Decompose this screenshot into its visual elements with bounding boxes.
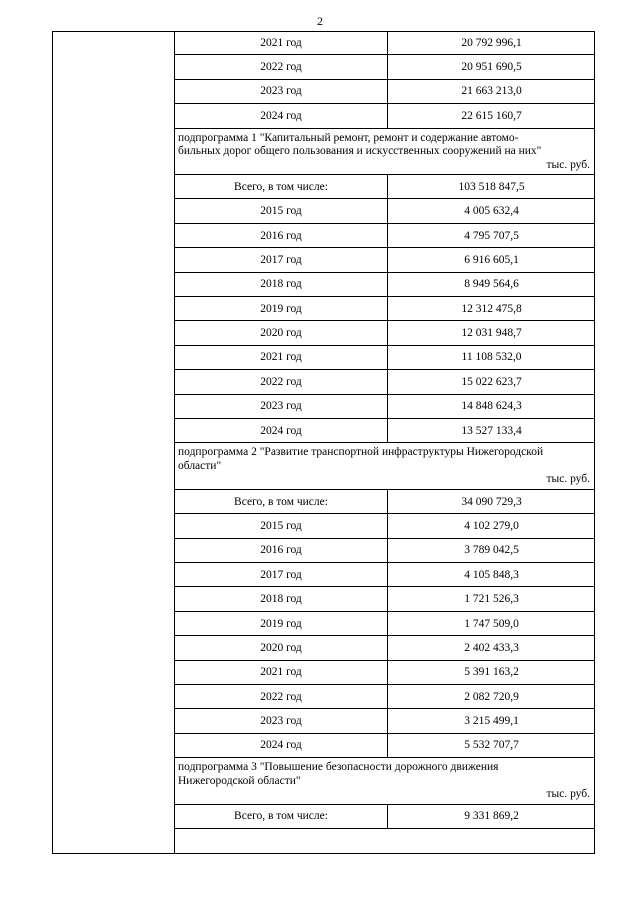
row-label: 2021 год (175, 346, 388, 369)
subprogram-title-line: области" (178, 459, 222, 472)
row-value: 22 615 160,7 (461, 109, 522, 122)
row-label: 2016 год (175, 224, 388, 247)
table-row (175, 224, 595, 248)
row-label: 2023 год (175, 709, 388, 732)
row-value: 20 951 690,5 (461, 61, 522, 74)
row-value: 11 108 532,0 (461, 351, 522, 364)
table-row (175, 104, 595, 128)
row-value: 4 105 848,3 (464, 568, 519, 581)
table-row (175, 31, 595, 55)
row-value: 21 663 213,0 (461, 85, 522, 98)
table-row (175, 514, 595, 538)
table-row (175, 734, 595, 758)
row-label: 2018 год (175, 273, 388, 296)
row-value: 2 402 433,3 (464, 641, 519, 654)
subprogram-title-line: Нижегородской области" (178, 774, 301, 787)
table-row (175, 395, 595, 419)
row-label: 2021 год (175, 661, 388, 684)
subprogram-title-line: подпрограмма 2 "Развитие транспортной инфраструктуры Нижегородской (178, 446, 544, 459)
row-value: 20 792 996,1 (461, 36, 522, 49)
table-row (175, 370, 595, 394)
row-value: 6 916 605,1 (464, 253, 519, 266)
unit-label: тыс. руб. (546, 788, 590, 801)
row-label: 2020 год (175, 321, 388, 344)
row-value: 14 848 624,3 (461, 400, 522, 413)
subprogram-title-line: подпрограмма 3 "Повышение безопасности дорожного движения (178, 761, 499, 774)
row-value: 4 102 279,0 (464, 519, 519, 532)
row-label: Всего, в том числе: (175, 490, 388, 513)
table-row (175, 661, 595, 685)
row-value: 34 090 729,3 (461, 495, 522, 508)
row-label: Всего, в том числе: (175, 175, 388, 198)
page-number: 2 (317, 14, 323, 28)
row-value: 1 747 509,0 (464, 617, 519, 630)
table-row (175, 563, 595, 587)
table-row (175, 419, 595, 443)
table-row (175, 55, 595, 79)
unit-label: тыс. руб. (546, 473, 590, 486)
row-label: 2015 год (175, 514, 388, 537)
row-value: 5 532 707,7 (464, 739, 519, 752)
table-row (175, 321, 595, 345)
row-value: 5 391 163,2 (464, 666, 519, 679)
subprogram-heading (175, 758, 595, 805)
row-label: 2022 год (175, 55, 388, 78)
table-left-column (52, 31, 175, 854)
row-label: 2018 год (175, 587, 388, 610)
row-value: 12 312 475,8 (461, 302, 522, 315)
table-content (175, 31, 595, 829)
row-value: 4 795 707,5 (464, 229, 519, 242)
row-value: 2 082 720,9 (464, 690, 519, 703)
table-row (175, 685, 595, 709)
row-value: 103 518 847,5 (458, 180, 525, 193)
table-row (175, 80, 595, 104)
table-row (175, 636, 595, 660)
row-label: 2019 год (175, 612, 388, 635)
row-value: 15 022 623,7 (461, 375, 522, 388)
row-label: 2016 год (175, 539, 388, 562)
row-label: 2019 год (175, 297, 388, 320)
row-label: 2024 год (175, 419, 388, 442)
row-value: 3 789 042,5 (464, 544, 519, 557)
row-value: 1 721 526,3 (464, 593, 519, 606)
row-label: 2022 год (175, 370, 388, 393)
unit-label: тыс. руб. (546, 158, 590, 171)
row-value: 3 215 499,1 (464, 715, 519, 728)
table-row (175, 175, 595, 199)
table-row (175, 539, 595, 563)
table-row (175, 297, 595, 321)
table-row (175, 346, 595, 370)
row-label: 2024 год (175, 734, 388, 757)
row-label: 2017 год (175, 563, 388, 586)
row-value: 9 331 869,2 (464, 810, 519, 823)
subprogram-heading (175, 129, 595, 176)
table-row (175, 248, 595, 272)
subprogram-heading (175, 443, 595, 490)
row-value: 12 031 948,7 (461, 327, 522, 340)
table-row (175, 490, 595, 514)
row-label: 2022 год (175, 685, 388, 708)
row-label: 2020 год (175, 636, 388, 659)
subprogram-title-line: подпрограмма 1 "Капитальный ремонт, ремонт и содержание автомо- (178, 131, 519, 144)
row-label: 2023 год (175, 395, 388, 418)
table-row (175, 587, 595, 611)
subprogram-title-line: бильных дорог общего пользования и искусственных сооружений на них" (178, 145, 542, 158)
row-label: 2023 год (175, 80, 388, 103)
table-row (175, 199, 595, 223)
row-label: 2015 год (175, 199, 388, 222)
row-label: 2017 год (175, 248, 388, 271)
row-value: 4 005 632,4 (464, 205, 519, 218)
row-value: 13 527 133,4 (461, 424, 522, 437)
table-row (175, 709, 595, 733)
row-label: 2021 год (175, 31, 388, 54)
row-label: Всего, в том числе: (175, 805, 388, 828)
table-row (175, 612, 595, 636)
table-row (175, 805, 595, 829)
table-row (175, 273, 595, 297)
row-label: 2024 год (175, 104, 388, 127)
row-value: 8 949 564,6 (464, 278, 519, 291)
